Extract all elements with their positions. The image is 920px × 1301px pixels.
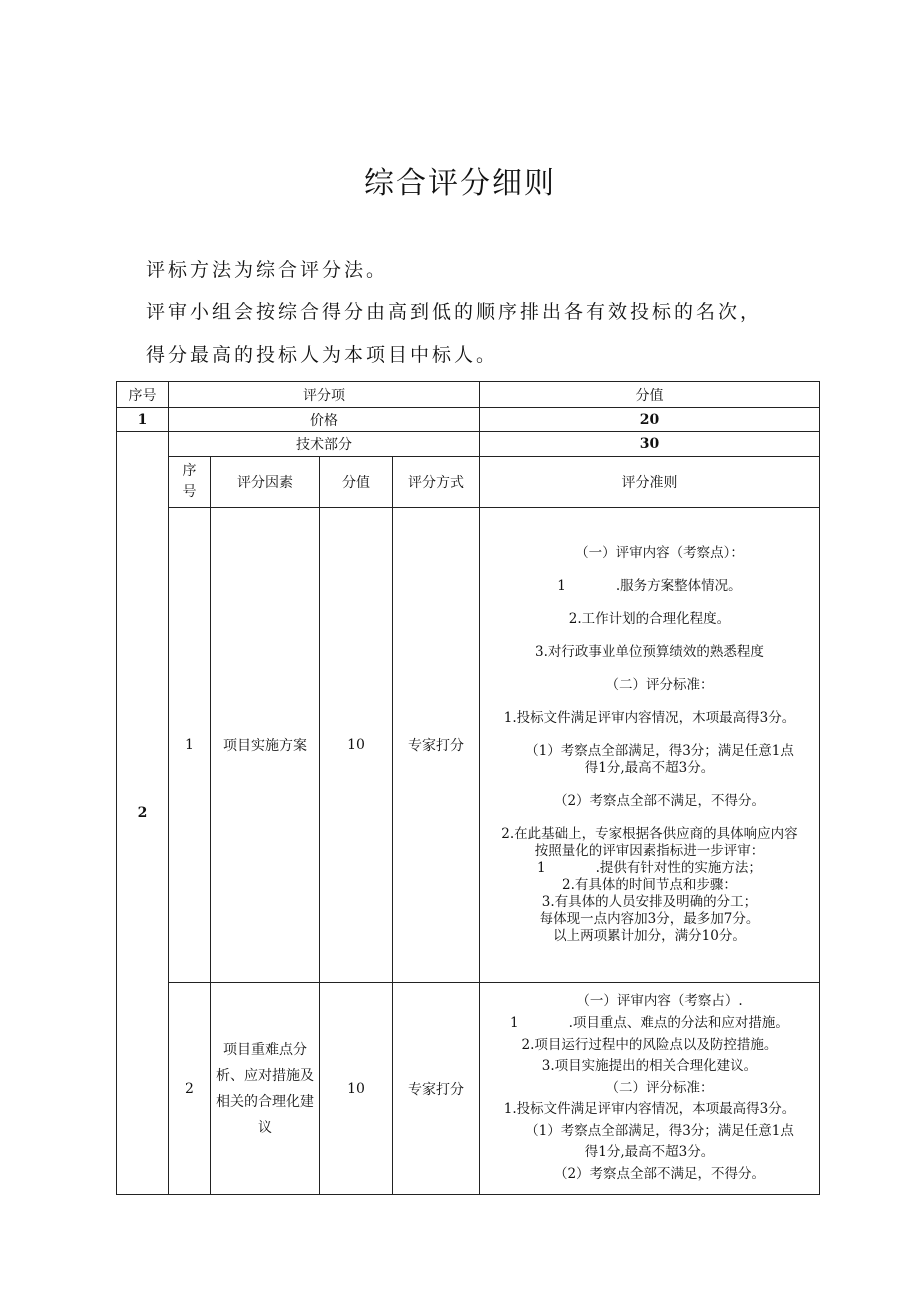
intro-line-2: 评审小组会按综合得分由高到低的顺序排出各有效投标的名次， bbox=[146, 301, 763, 323]
subheader-score: 分值 bbox=[320, 457, 393, 508]
sub1-criteria bbox=[480, 508, 820, 983]
criteria-line: 1.投标文件满足评审内容情况，木项最高得3分。 bbox=[503, 710, 796, 726]
subheader-no bbox=[169, 457, 211, 508]
criteria-text: .项目重点、难点的分法和应对措施。 bbox=[568, 1014, 789, 1031]
subheader-row bbox=[117, 457, 820, 508]
scoring-table bbox=[116, 381, 820, 1195]
criteria-line: （二）评分标准： bbox=[605, 1079, 714, 1096]
criteria-line: 2.在此基础上，专家根据各供应商的具体响应内容 bbox=[501, 826, 798, 842]
sub1-method: 专家打分 bbox=[393, 508, 480, 983]
sub2-method: 专家打分 bbox=[393, 983, 480, 1195]
tech-score: 30 bbox=[480, 432, 820, 457]
subheader-criteria: 评分准则 bbox=[480, 457, 820, 508]
criteria-line: 得1分,最高不超3分。 bbox=[584, 1144, 715, 1161]
criteria-line: （一）评审内容（考察占）. bbox=[576, 993, 743, 1010]
criteria-line bbox=[480, 1013, 819, 1035]
criteria-line: （1）考察点全部满足，得3分；满足任意1点 bbox=[525, 743, 794, 759]
criteria-line: 按照量化的评审因素指标进一步评审： bbox=[534, 843, 765, 859]
intro-line-3: 得分最高的投标人为本项目中标人。 bbox=[146, 344, 499, 366]
criteria-num: 1 bbox=[510, 1014, 519, 1031]
criteria-line bbox=[480, 578, 819, 595]
criteria-num: 1 bbox=[557, 578, 566, 594]
criteria-line: 得1分,最高不超3分。 bbox=[584, 760, 715, 776]
criteria-line: （1）考察点全部满足，得3分；满足任意1点 bbox=[525, 1122, 794, 1139]
sub-row-2 bbox=[117, 983, 820, 1195]
sub1-factor: 项目实施方案 bbox=[211, 508, 320, 983]
sub1-no: 1 bbox=[169, 508, 211, 983]
sub2-factor: 项目重难点分析、应对措施及相关的合理化建议 bbox=[211, 983, 320, 1195]
price-item: 价格 bbox=[169, 408, 480, 432]
criteria-line: 2.有具体的时间节点和步骤： bbox=[562, 877, 737, 893]
subheader-method: 评分方式 bbox=[393, 457, 480, 508]
tech-item: 技术部分 bbox=[169, 432, 480, 457]
subheader-no-text: 序号 bbox=[182, 463, 197, 500]
criteria-text: .提供有针对性的实施方法； bbox=[595, 860, 762, 876]
criteria-line: 3.对行政事业单位预算绩效的熟悉程度 bbox=[535, 644, 764, 660]
sub-row-1 bbox=[117, 508, 820, 983]
subheader-factor: 评分因素 bbox=[211, 457, 320, 508]
header-row bbox=[117, 382, 820, 408]
sub2-score: 10 bbox=[320, 983, 393, 1195]
header-score: 分值 bbox=[480, 382, 820, 408]
sub2-no: 2 bbox=[169, 983, 211, 1195]
tech-row bbox=[117, 432, 820, 457]
sub2-criteria bbox=[480, 983, 820, 1195]
criteria-line: 以上两项累计加分，满分10分。 bbox=[553, 928, 746, 944]
price-no: 1 bbox=[117, 408, 169, 432]
tech-no: 2 bbox=[117, 432, 169, 1195]
header-item: 评分项 bbox=[169, 382, 480, 408]
criteria-line: （2）考察点全部不满足，不得分。 bbox=[553, 793, 766, 809]
sub1-score: 10 bbox=[320, 508, 393, 983]
criteria-line: （二）评分标准： bbox=[605, 677, 714, 693]
intro-line-1: 评标方法为综合评分法。 bbox=[146, 259, 389, 281]
criteria-line: （一）评审内容（考察点）： bbox=[575, 545, 744, 561]
criteria-line: 3.有具体的人员安排及明确的分工； bbox=[541, 894, 758, 910]
header-no: 序号 bbox=[117, 382, 169, 408]
page-title: 综合评分细则 bbox=[364, 166, 556, 201]
criteria-line: 2.工作计划的合理化程度。 bbox=[568, 611, 731, 627]
criteria-line: 2.项目运行过程中的风险点以及防控措施。 bbox=[521, 1036, 778, 1053]
criteria-text: .服务方案整体情况。 bbox=[615, 578, 742, 594]
criteria-num: 1 bbox=[537, 860, 546, 876]
criteria-line: 1.投标文件满足评审内容情况，本项最高得3分。 bbox=[503, 1101, 796, 1118]
criteria-line: 每体现一点内容加3分，最多加7分。 bbox=[539, 911, 760, 927]
criteria-line: 3.项目实施提出的相关合理化建议。 bbox=[541, 1058, 758, 1075]
criteria-line: （2）考察点全部不满足，不得分。 bbox=[553, 1166, 766, 1183]
price-score: 20 bbox=[480, 408, 820, 432]
price-row bbox=[117, 408, 820, 432]
criteria-line bbox=[480, 860, 819, 877]
